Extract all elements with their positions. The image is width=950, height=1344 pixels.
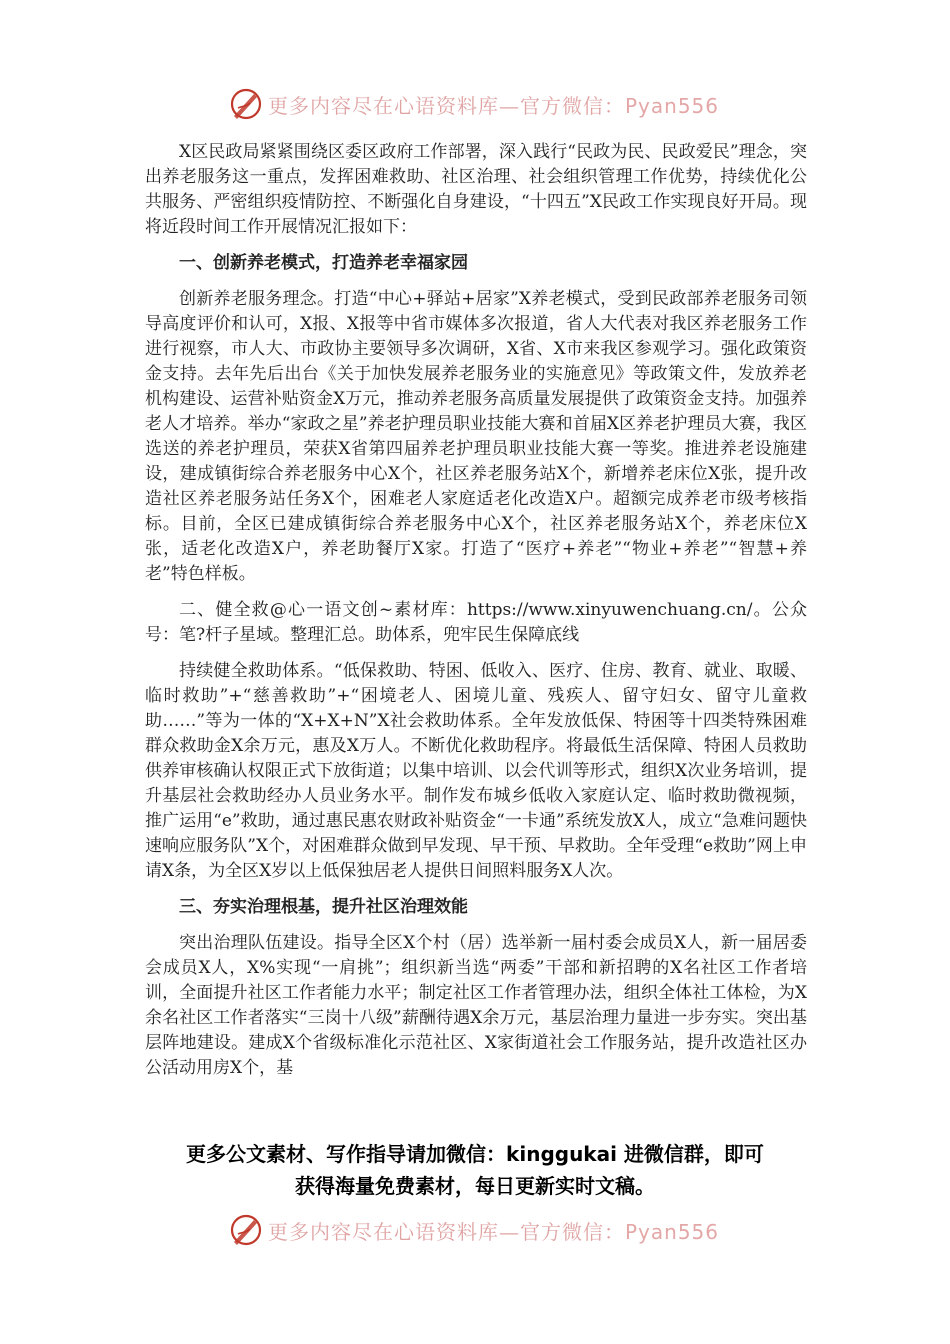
pen-logo-icon xyxy=(228,1212,264,1248)
pen-logo-icon xyxy=(228,86,264,122)
promo-line-2: 获得海量免费素材，每日更新实时文稿。 xyxy=(295,1174,655,1198)
section-2-paragraph: 持续健全救助体系。“低保救助、特困、低收入、医疗、住房、教育、就业、取暖、临时救助”+“慈善救助”+“困境老人、困境儿童、残疾人、留守妇女、留守儿童救助……”等为一体的“X+X+N”X社会救助体系。全年发放低保、特困等十四类特殊困难群众救助金X余万元，惠及X万人。不断优化救助程序。将最低生活保障、特困人员救助供养审核确认权限正式下放街道；以集中培训、以会代训等形式，组织X次业务培训，提升基层社会救助经办人员业务水平。制作发布城乡低收入家庭认定、临时救助微视频，推广运用“e”救助，通过惠民惠农财政补贴资金“一卡通”系统发放X人，成立“急难问题快速响应服务队”X个，对困难群众做到早发现、早干预、早救助。全年受理“e救助”网上申请X条，为全区X岁以上低保独居老人提供日间照料服务X人次。 xyxy=(145,661,807,881)
watermark-wechat-id: Pyan556 xyxy=(625,93,720,118)
watermark-label: 更多内容尽在心语资料库—官方微信： xyxy=(268,93,625,118)
watermark-header xyxy=(228,86,728,122)
watermark-text xyxy=(268,1216,719,1245)
watermark-wechat-id: Pyan556 xyxy=(625,1219,720,1244)
document-body xyxy=(145,140,807,1078)
promo-banner xyxy=(120,1138,830,1202)
section-heading-1: 一、创新养老模式，打造养老幸福家园 xyxy=(179,253,468,273)
watermark-text xyxy=(268,90,719,119)
section-heading-2: 二、健全救@心一语文创~素材库：https://www.xinyuwenchuang.cn/。公众号：笔?杆子星域。整理汇总。助体系，兜牢民生保障底线 xyxy=(145,600,807,645)
watermark-footer xyxy=(228,1212,728,1248)
intro-paragraph: X区民政局紧紧围绕区委区政府工作部署，深入践行“民政为民、民政爱民”理念，突出养老服务这一重点，发挥困难救助、社区治理、社会组织管理工作优势，持续优化公共服务、严密组织疫情防控、不断强化自身建设，“十四五”X民政工作实现良好开局。现将近段时间工作开展情况汇报如下： xyxy=(145,142,807,237)
section-3-paragraph: 突出治理队伍建设。指导全区X个村（居）选举新一届村委会成员X人，新一届居委会成员X人，X%实现“一肩挑”；组织新当选“两委”干部和新招聘的X名社区工作者培训，全面提升社区工作者能力水平；制定社区工作者管理办法，组织全体社工体检，为X余名社区工作者落实“三岗十八级”薪酬待遇X余万元，基层治理力量进一步夯实。突出基层阵地建设。建成X个省级标准化示范社区、X家街道社会工作服务站，提升改造社区办公活动用房X个，基 xyxy=(145,933,807,1078)
section-heading-3: 三、夯实治理根基，提升社区治理效能 xyxy=(179,897,468,917)
watermark-label: 更多内容尽在心语资料库—官方微信： xyxy=(268,1219,625,1244)
section-1-paragraph: 创新养老服务理念。打造“中心+驿站+居家”X养老模式，受到民政部养老服务司领导高度评价和认可，X报、X报等中省市媒体多次报道，省人大代表对我区养老服务工作进行视察，市人大、市政协主要领导多次调研，X省、X市来我区参观学习。强化政策资金支持。去年先后出台《关于加快发展养老服务业的实施意见》等政策文件，发放养老机构建设、运营补贴资金X万元，推动养老服务高质量发展提供了政策资金支持。加强养老人才培养。举办“家政之星”养老护理员职业技能大赛和首届X区养老护理员大赛，我区选送的养老护理员，荣获X省第四届养老护理员职业技能大赛一等奖。推进养老设施建设，建成镇街综合养老服务中心X个，社区养老服务站X个，新增养老床位X张，提升改造社区养老服务站任务X个，困难老人家庭适老化改造X户。超额完成养老市级考核指标。目前，全区已建成镇街综合养老服务中心X个，社区养老服务站X个，养老床位X张，适老化改造X户，养老助餐厅X家。打造了“医疗+养老”“物业+养老”“智慧+养老”特色样板。 xyxy=(145,289,807,584)
promo-line-1: 更多公文素材、写作指导请加微信：kinggukai 进微信群，即可 xyxy=(186,1142,764,1166)
